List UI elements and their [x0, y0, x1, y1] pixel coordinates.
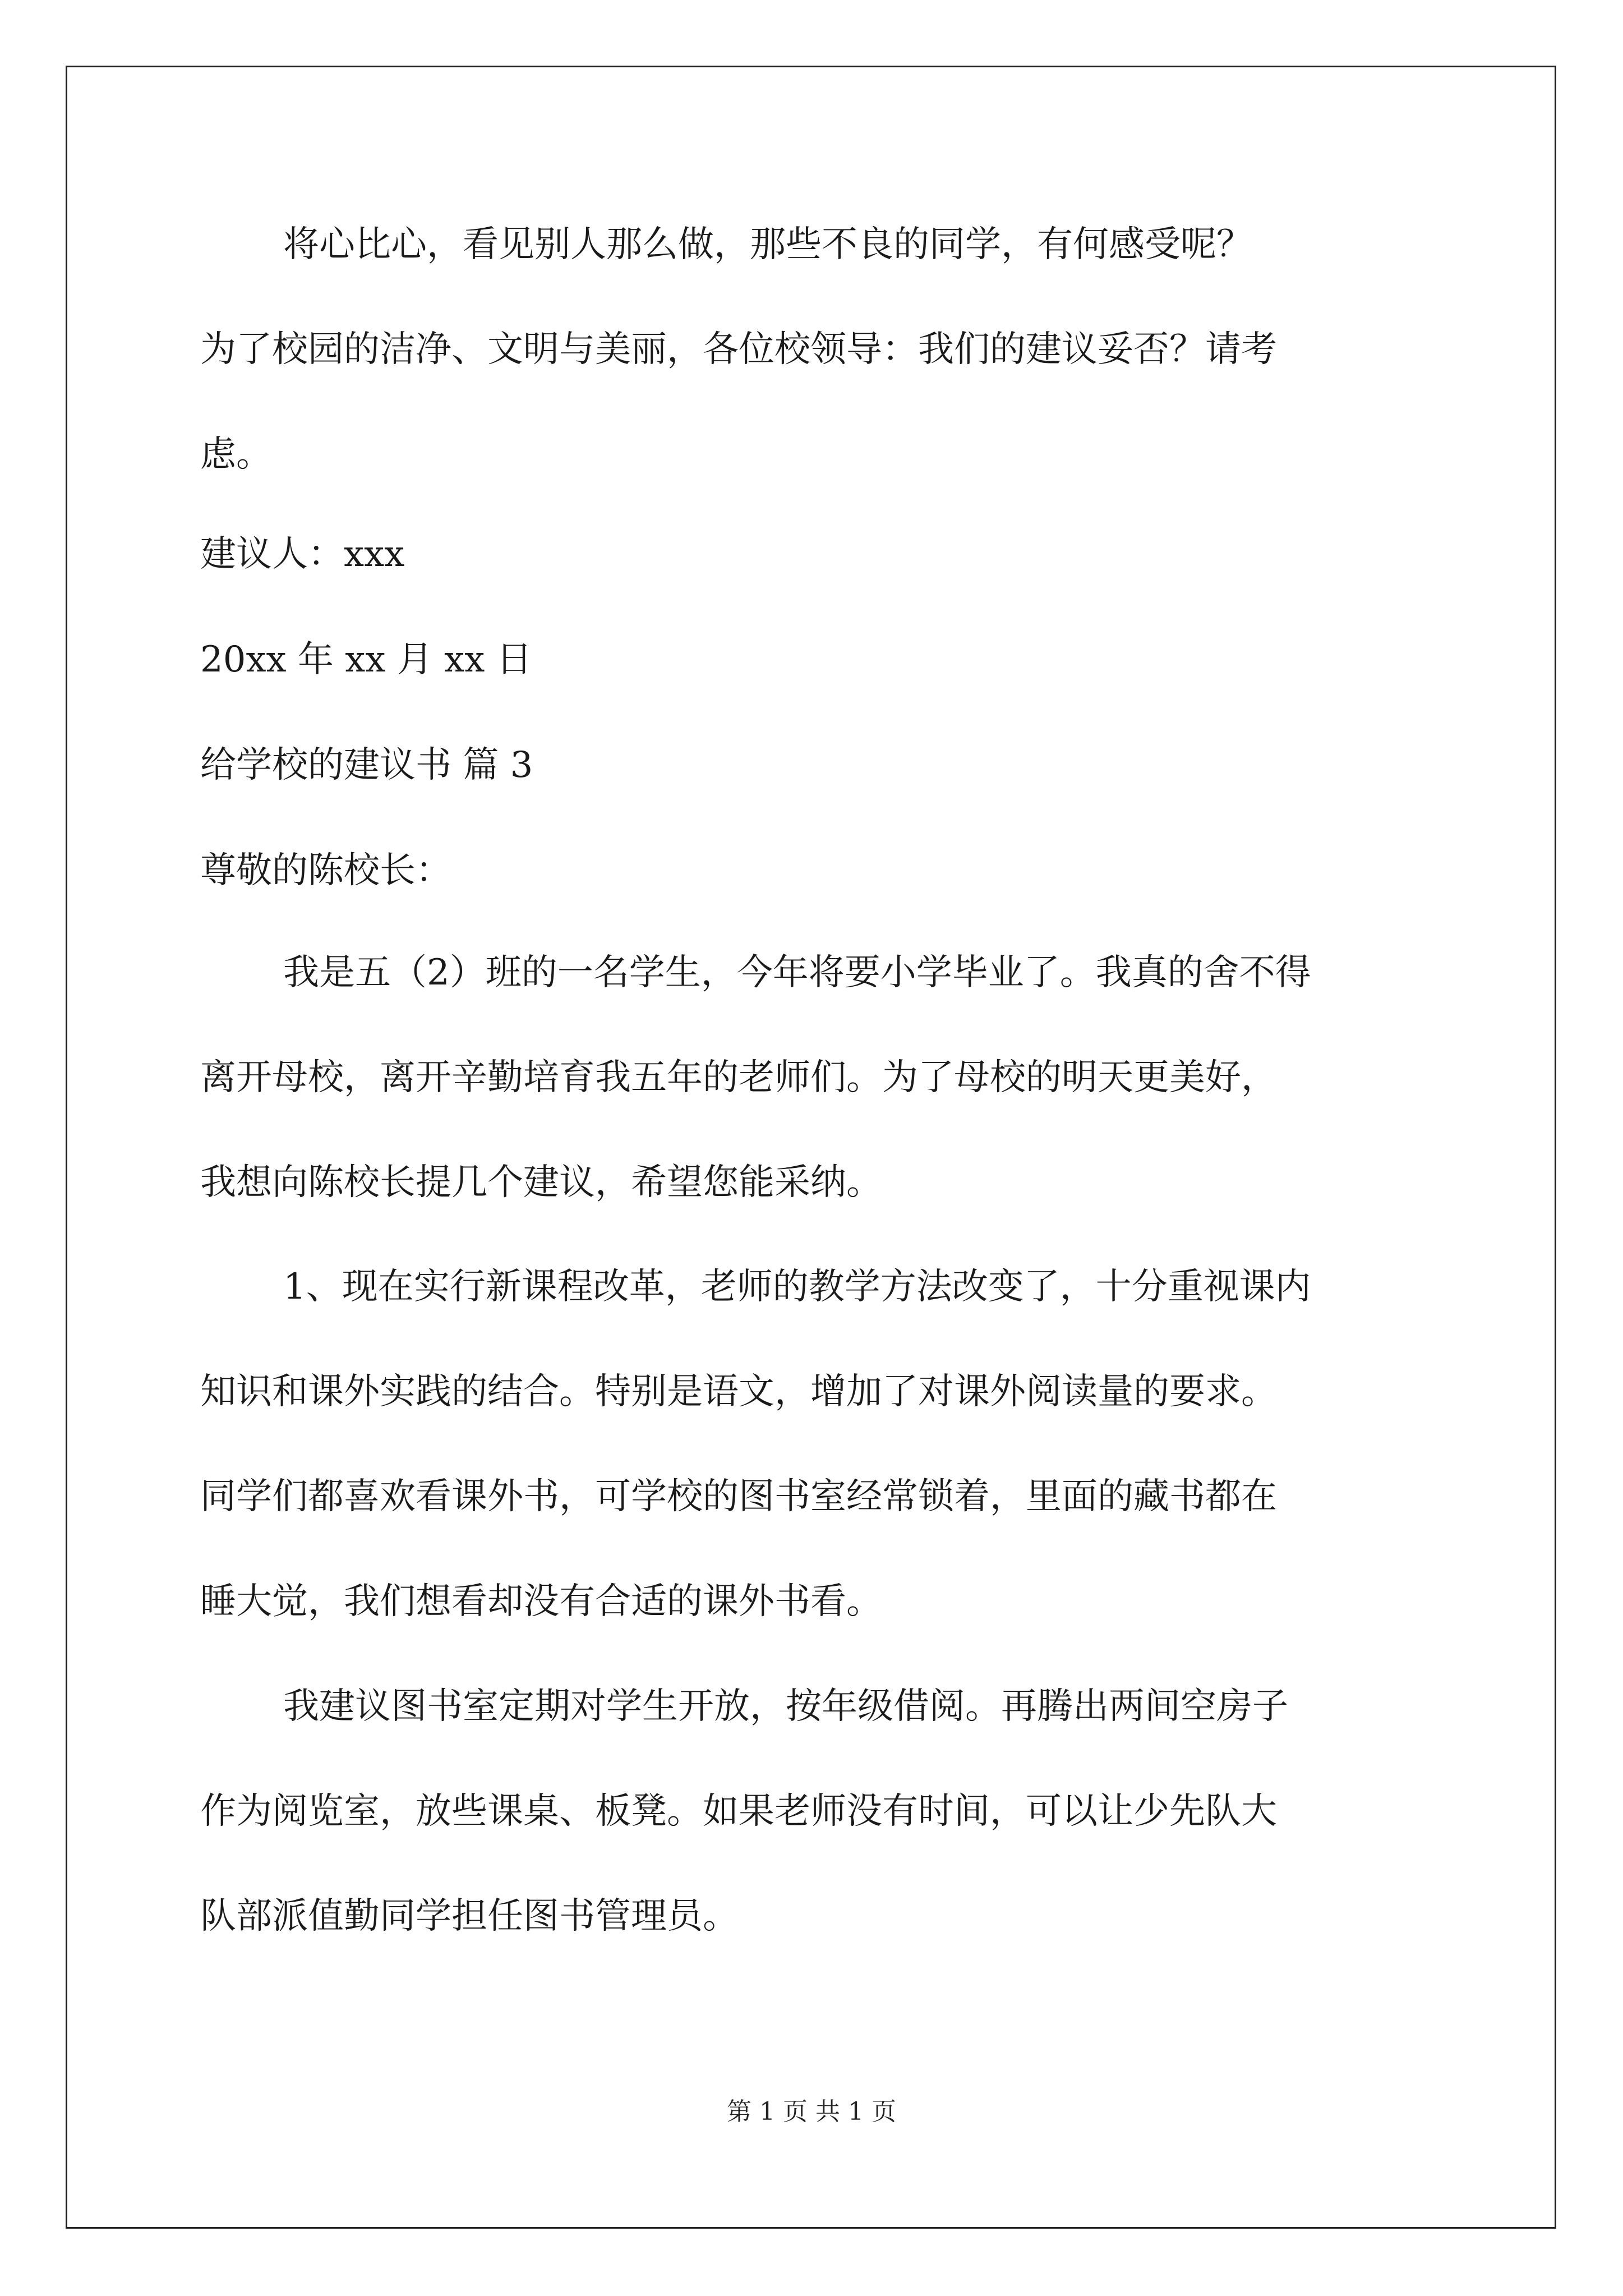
text-line: 离开母校，离开辛勤培育我五年的老师们。为了母校的明天更美好， [200, 1057, 1277, 1098]
text-line: 我是五（2）班的一名学生，今年将要小学毕业了。我真的舍不得 [283, 952, 1311, 993]
text-line: 睡大觉，我们想看却没有合适的课外书看。 [200, 1581, 882, 1622]
text-line: 作为阅览室，放些课桌、板凳。如果老师没有时间，可以让少先队大 [200, 1791, 1277, 1832]
text-line: 尊敬的陈校长： [200, 850, 451, 891]
page-number: 第 1 页 共 1 页 [727, 2097, 896, 2126]
text-line: 我建议图书室定期对学生开放，按年级借阅。再腾出两间空房子 [283, 1686, 1288, 1727]
text-line: 1、现在实行新课程改革，老师的教学方法改变了，十分重视课内 [283, 1266, 1311, 1308]
text-line: 队部派值勤同学担任图书管理员。 [200, 1895, 739, 1937]
text-line: 虑。 [200, 434, 272, 475]
page-footer [0, 2095, 1623, 2129]
text-line: 将心比心，看见别人那么做，那些不良的同学，有何感受呢？ [283, 224, 1252, 265]
text-line: 为了校园的洁净、文明与美丽，各位校领导：我们的建议妥否？请考 [200, 329, 1277, 370]
text-line: 同学们都喜欢看课外书，可学校的图书室经常锁着，里面的藏书都在 [200, 1476, 1277, 1517]
text-line: 给学校的建议书 篇 3 [200, 744, 533, 786]
text-line: 20xx 年 xx 月 xx 日 [200, 639, 532, 680]
text-line: 建议人：xxx [200, 533, 405, 575]
text-line: 知识和课外实践的结合。特别是语文，增加了对课外阅读量的要求。 [200, 1371, 1277, 1412]
text-line: 我想向陈校长提几个建议，希望您能采纳。 [200, 1162, 882, 1203]
